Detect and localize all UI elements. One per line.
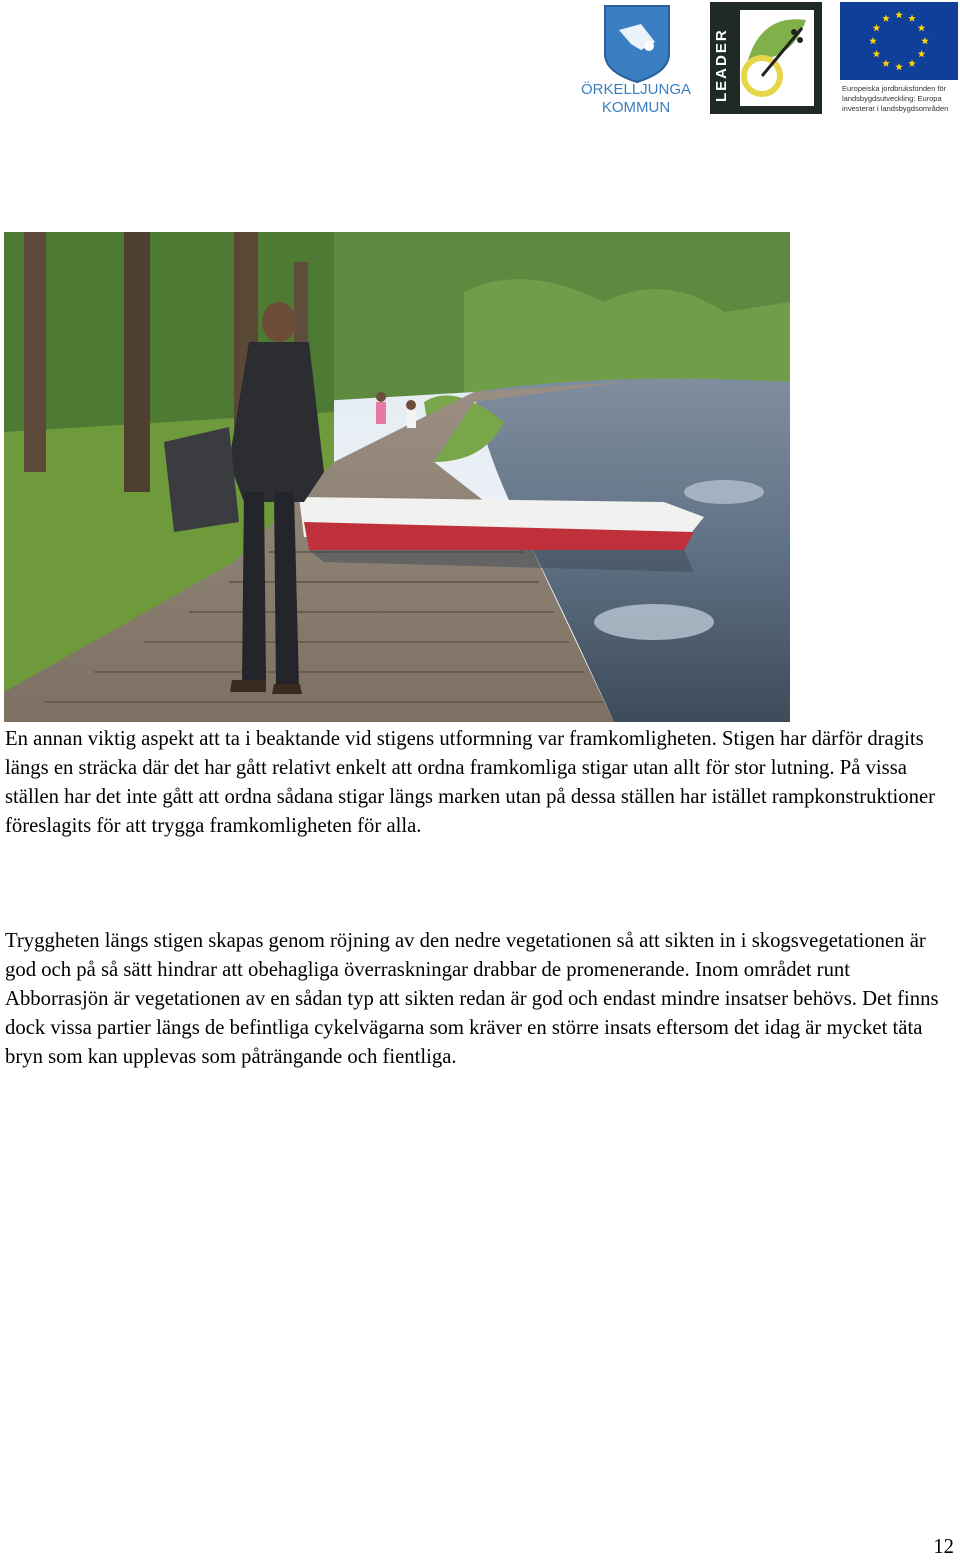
eu-flag-logo: [840, 2, 958, 120]
leader-logo: [710, 2, 822, 114]
lake-boardwalk-photo: [4, 232, 790, 722]
orkelljunga-kommun-logo: [575, 2, 697, 120]
page-number: 12: [933, 1536, 954, 1558]
orkelljunga-line1: ÖRKELLJUNGA: [580, 81, 692, 98]
paragraph-accessibility: En annan viktig aspekt att ta i beaktande vid stigens utformning var framkomligheten. Stigen har därför dragits längs en sträcka där det har gått relativt enkelt att ordna framkomliga stigar utan allt för stor lutning. På vissa ställen har det inte gått att ordna sådana stigar längs marken utan på dessa ställen har istället rampkonstruktioner föreslagits för att trygga framkomligheten för alla.: [5, 728, 936, 837]
paragraph-safety: Tryggheten längs stigen skapas genom röjning av den nedre vegetationen så att sikten in i skogsvegetationen är god och på så sätt hindrar att obehagliga överraskningar drabbar de promenerande. Inom området runt Abborrasjön är vegetationen av en sådan typ att sikten redan är god och endast mindre insatser behövs. Det finns dock vissa partier längs de befintliga cykelvägarna som kräver en större insats eftersom det idag är mycket täta bryn som kan upplevas som påträngande och fientliga.: [5, 930, 939, 1068]
orkelljunga-line2: KOMMUN: [601, 99, 671, 116]
eu-caption-line2: landsbygdsutveckling: Europa: [842, 94, 942, 103]
eu-caption-line3: investerar i landsbygdsområden: [842, 104, 949, 113]
leader-text: LEADER: [713, 28, 730, 102]
eu-caption-line1: Europeiska jordbruksfonden för: [842, 84, 947, 93]
